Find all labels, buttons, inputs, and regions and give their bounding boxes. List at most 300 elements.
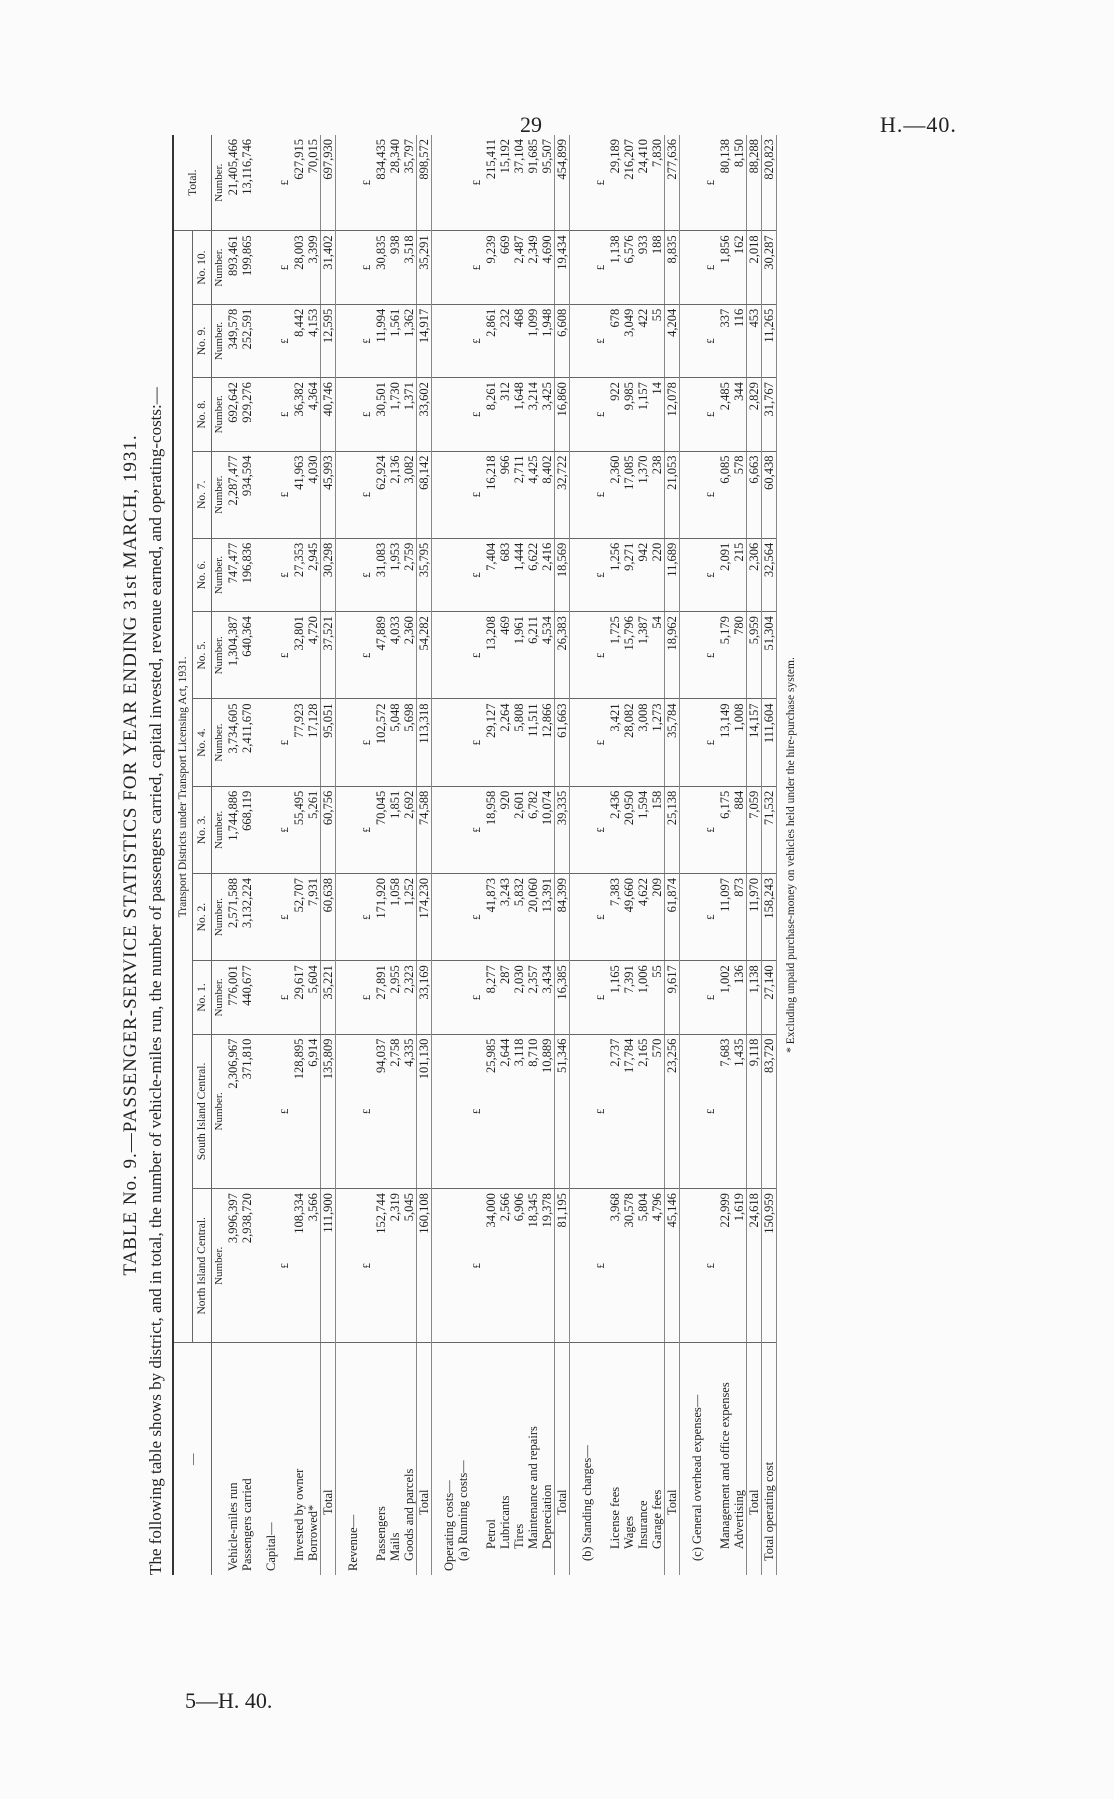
value-cell: 873 (732, 873, 747, 960)
value-cell: 7,404 (484, 538, 498, 611)
value-cell: 3,434 (540, 961, 555, 1034)
table-row (650, 135, 665, 1575)
table-row (456, 135, 470, 1575)
value-cell: 776,001 (226, 961, 240, 1034)
value-cell: 162 (732, 231, 747, 304)
value-cell: 6,211 (526, 612, 540, 699)
document-reference: H.—40. (880, 112, 957, 137)
value-cell: 8,277 (484, 961, 498, 1034)
value-cell: 152,744 (374, 1189, 388, 1343)
value-cell: 3,566 (306, 1189, 321, 1343)
value-cell: 13,149 (718, 699, 732, 786)
empty-cell (442, 378, 456, 451)
unit-cell: £ (704, 873, 718, 960)
empty-cell (336, 786, 347, 873)
value-cell: 113,318 (417, 699, 432, 786)
row-label: Total operating cost (762, 1343, 777, 1575)
empty-cell (456, 538, 470, 611)
header-col: No. 8. (193, 378, 212, 451)
empty-cell (432, 786, 443, 873)
value-cell: 40,746 (321, 378, 336, 451)
empty-cell (442, 786, 456, 873)
value-cell: 2,287,477 (226, 451, 240, 538)
value-cell: 7,830 (650, 135, 665, 231)
empty-cell (456, 786, 470, 873)
unit-cell: £ (360, 231, 374, 304)
value-cell: 3,118 (512, 1034, 526, 1188)
table-row (226, 135, 240, 1575)
empty-cell (456, 1189, 470, 1343)
unit-cell: £ (704, 612, 718, 699)
table-row (212, 135, 227, 1575)
row-label: (c) General overhead expenses— (690, 1394, 704, 1561)
value-cell: 2,264 (498, 699, 512, 786)
value-cell: 2,319 (388, 1189, 402, 1343)
value-cell: 8,710 (526, 1034, 540, 1188)
table-row (278, 135, 292, 1575)
unit-cell: Number. (212, 231, 227, 304)
value-cell: 108,334 (292, 1189, 306, 1343)
value-cell: 6,663 (747, 451, 762, 538)
value-cell: 1,138 (608, 231, 622, 304)
empty-cell (432, 1189, 443, 1343)
value-cell: 101,130 (417, 1034, 432, 1188)
value-cell: 1,058 (388, 873, 402, 960)
unit-cell: £ (278, 135, 292, 231)
value-cell: 128,895 (292, 1034, 306, 1188)
empty-cell (570, 786, 581, 873)
unit-cell: £ (594, 873, 608, 960)
header-group: Transport Districts under Transport Licensing Act, 1931. (173, 231, 193, 1343)
value-cell: 160,108 (417, 1189, 432, 1343)
table-row (580, 135, 594, 1575)
value-cell: 102,572 (374, 699, 388, 786)
value-cell: 32,722 (555, 451, 570, 538)
value-cell: 52,707 (292, 873, 306, 960)
value-cell: 35,291 (417, 231, 432, 304)
value-cell: 349,578 (226, 304, 240, 377)
value-cell: 51,304 (762, 612, 777, 699)
unit-cell: £ (704, 961, 718, 1034)
value-cell: 9,118 (747, 1034, 762, 1188)
value-cell: 111,900 (321, 1189, 336, 1343)
empty-cell (456, 135, 470, 231)
value-cell: 74,588 (417, 786, 432, 873)
table-row (360, 135, 374, 1575)
unit-cell: Number. (212, 538, 227, 611)
value-cell: 640,364 (240, 612, 254, 699)
empty-cell (336, 1189, 347, 1343)
empty-cell (346, 1189, 360, 1343)
unit-cell: Number. (212, 786, 227, 873)
value-cell: 158 (650, 786, 665, 873)
header-total: Total. (173, 135, 212, 231)
value-cell: 1,435 (732, 1034, 747, 1188)
value-cell: 30,501 (374, 378, 388, 451)
empty-cell (442, 1189, 456, 1343)
value-cell: 9,271 (622, 538, 636, 611)
value-cell: 5,048 (388, 699, 402, 786)
value-cell: 2,566 (498, 1189, 512, 1343)
value-cell: 11,994 (374, 304, 388, 377)
empty-cell (680, 612, 691, 699)
value-cell: 11,265 (762, 304, 777, 377)
value-cell: 70,015 (306, 135, 321, 231)
value-cell: 34,000 (484, 1189, 498, 1343)
value-cell: 209 (650, 873, 665, 960)
value-cell: 1,370 (636, 451, 650, 538)
value-cell: 215 (732, 538, 747, 611)
header-col: North Island Central. (193, 1189, 212, 1343)
value-cell: 3,399 (306, 231, 321, 304)
empty-cell (456, 699, 470, 786)
unit-cell: £ (594, 1189, 608, 1343)
value-cell: 4,364 (306, 378, 321, 451)
unit-cell: £ (360, 304, 374, 377)
value-cell: 81,195 (555, 1189, 570, 1343)
empty-cell (346, 961, 360, 1034)
empty-cell (346, 304, 360, 377)
value-cell: 1,744,886 (226, 786, 240, 873)
empty-cell (442, 1034, 456, 1188)
value-cell: 2,306 (747, 538, 762, 611)
value-cell: 4,534 (540, 612, 555, 699)
unit-cell: £ (594, 1034, 608, 1188)
value-cell: 4,204 (665, 304, 680, 377)
value-cell: 683 (498, 538, 512, 611)
value-cell: 27,891 (374, 961, 388, 1034)
row-label (680, 1343, 691, 1575)
value-cell: 5,832 (512, 873, 526, 960)
table-row (732, 135, 747, 1575)
empty-cell (580, 612, 594, 699)
value-cell: 39,335 (555, 786, 570, 873)
value-cell: 277,636 (665, 135, 680, 231)
value-cell: 6,175 (718, 786, 732, 873)
value-cell: 22,999 (718, 1189, 732, 1343)
table-row (512, 135, 526, 1575)
value-cell: 29,617 (292, 961, 306, 1034)
empty-cell (456, 231, 470, 304)
value-cell: 32,564 (762, 538, 777, 611)
empty-cell (580, 1034, 594, 1188)
empty-cell (442, 135, 456, 231)
value-cell: 453 (747, 304, 762, 377)
value-cell: 2,487 (512, 231, 526, 304)
value-cell: 2,938,720 (240, 1189, 254, 1343)
value-cell: 5,604 (306, 961, 321, 1034)
unit-cell: £ (360, 378, 374, 451)
value-cell: 1,561 (388, 304, 402, 377)
unit-cell: £ (594, 135, 608, 231)
value-cell: 933 (636, 231, 650, 304)
value-cell: 188 (650, 231, 665, 304)
unit-cell: £ (360, 699, 374, 786)
empty-cell (456, 873, 470, 960)
value-cell: 6,914 (306, 1034, 321, 1188)
value-cell: 8,150 (732, 135, 747, 231)
empty-cell (346, 612, 360, 699)
value-cell: 47,889 (374, 612, 388, 699)
unit-cell: Number. (212, 873, 227, 960)
value-cell: 1,953 (388, 538, 402, 611)
empty-cell (264, 135, 278, 231)
empty-cell (254, 451, 264, 538)
value-cell: 60,756 (321, 786, 336, 873)
header-col: No. 2. (193, 873, 212, 960)
table-row (388, 135, 402, 1575)
value-cell: 7,391 (622, 961, 636, 1034)
value-cell: 5,804 (636, 1189, 650, 1343)
value-cell: 61,874 (665, 873, 680, 960)
value-cell: 13,391 (540, 873, 555, 960)
unit-cell: £ (278, 538, 292, 611)
row-label: Total (555, 1343, 570, 1575)
empty-cell (264, 699, 278, 786)
empty-cell (456, 304, 470, 377)
unit-cell: £ (360, 538, 374, 611)
value-cell: 371,810 (240, 1034, 254, 1188)
row-label: Depreciation (540, 1484, 554, 1549)
value-cell: 2,360 (608, 451, 622, 538)
row-label: Maintenance and repairs (526, 1426, 540, 1549)
value-cell: 8,442 (292, 304, 306, 377)
empty-cell (264, 1189, 278, 1343)
value-cell: 91,685 (526, 135, 540, 231)
value-cell: 18,962 (665, 612, 680, 699)
value-cell: 3,518 (402, 231, 417, 304)
value-cell: 7,683 (718, 1034, 732, 1188)
row-label: Advertising (732, 1489, 746, 1549)
table-row (374, 135, 388, 1575)
unit-cell: £ (360, 786, 374, 873)
table-row (762, 135, 777, 1575)
row-label (704, 1343, 718, 1575)
value-cell: 5,045 (402, 1189, 417, 1343)
empty-cell (254, 135, 264, 231)
empty-cell (580, 135, 594, 231)
empty-cell (432, 135, 443, 231)
value-cell: 11,097 (718, 873, 732, 960)
value-cell: 252,591 (240, 304, 254, 377)
value-cell: 29,127 (484, 699, 498, 786)
value-cell: 1,851 (388, 786, 402, 873)
value-cell: 3,421 (608, 699, 622, 786)
value-cell: 215,411 (484, 135, 498, 231)
value-cell: 19,378 (540, 1189, 555, 1343)
value-cell: 41,873 (484, 873, 498, 960)
value-cell: 12,595 (321, 304, 336, 377)
unit-cell: £ (278, 378, 292, 451)
value-cell: 35,221 (321, 961, 336, 1034)
unit-cell: £ (704, 378, 718, 451)
value-cell: 21,053 (665, 451, 680, 538)
value-cell: 3,132,224 (240, 873, 254, 960)
empty-cell (580, 786, 594, 873)
empty-cell (680, 786, 691, 873)
value-cell: 28,082 (622, 699, 636, 786)
value-cell: 578 (732, 451, 747, 538)
value-cell: 158,243 (762, 873, 777, 960)
value-cell: 30,298 (321, 538, 336, 611)
unit-cell: £ (470, 786, 484, 873)
unit-cell: £ (704, 135, 718, 231)
value-cell: 30,287 (762, 231, 777, 304)
empty-cell (432, 451, 443, 538)
table-row (417, 135, 432, 1575)
unit-cell: £ (704, 231, 718, 304)
value-cell: 312 (498, 378, 512, 451)
unit-cell: £ (704, 304, 718, 377)
value-cell: 1,948 (540, 304, 555, 377)
unit-cell: £ (594, 961, 608, 1034)
empty-cell (254, 961, 264, 1034)
value-cell: 2,436 (608, 786, 622, 873)
value-cell: 12,866 (540, 699, 555, 786)
value-cell: 16,860 (555, 378, 570, 451)
row-label: Mails (388, 1532, 402, 1561)
unit-cell: £ (360, 612, 374, 699)
value-cell: 3,214 (526, 378, 540, 451)
value-cell: 33,169 (417, 961, 432, 1034)
empty-cell (442, 304, 456, 377)
header-col: South Island Central. (193, 1034, 212, 1188)
value-cell: 287 (498, 961, 512, 1034)
value-cell: 232 (498, 304, 512, 377)
empty-cell (570, 961, 581, 1034)
empty-cell (680, 135, 691, 231)
value-cell: 77,923 (292, 699, 306, 786)
unit-cell: £ (278, 699, 292, 786)
empty-cell (254, 612, 264, 699)
value-cell: 4,720 (306, 612, 321, 699)
value-cell: 6,906 (512, 1189, 526, 1343)
empty-cell (456, 451, 470, 538)
unit-cell: £ (704, 451, 718, 538)
value-cell: 37,104 (512, 135, 526, 231)
value-cell: 54,282 (417, 612, 432, 699)
value-cell: 422 (636, 304, 650, 377)
unit-cell: £ (470, 378, 484, 451)
empty-cell (442, 538, 456, 611)
empty-cell (254, 873, 264, 960)
empty-cell (690, 538, 704, 611)
empty-cell (346, 451, 360, 538)
value-cell: 55 (650, 304, 665, 377)
table-row (321, 135, 336, 1575)
empty-cell (432, 873, 443, 960)
empty-cell (690, 1034, 704, 1188)
empty-cell (690, 231, 704, 304)
value-cell: 1,856 (718, 231, 732, 304)
unit-cell: £ (594, 451, 608, 538)
value-cell: 3,996,397 (226, 1189, 240, 1343)
empty-cell (336, 961, 347, 1034)
value-cell: 25,985 (484, 1034, 498, 1188)
empty-cell (570, 873, 581, 960)
value-cell: 942 (636, 538, 650, 611)
value-cell: 150,959 (762, 1189, 777, 1343)
empty-cell (254, 699, 264, 786)
value-cell: 31,402 (321, 231, 336, 304)
empty-cell (456, 378, 470, 451)
empty-cell (570, 451, 581, 538)
value-cell: 898,572 (417, 135, 432, 231)
value-cell: 2,165 (636, 1034, 650, 1188)
row-label: Wages (622, 1515, 636, 1549)
value-cell: 35,797 (402, 135, 417, 231)
value-cell: 18,569 (555, 538, 570, 611)
row-label: License fees (608, 1486, 622, 1549)
value-cell: 454,899 (555, 135, 570, 231)
value-cell: 174,230 (417, 873, 432, 960)
empty-cell (336, 612, 347, 699)
value-cell: 2,357 (526, 961, 540, 1034)
value-cell: 49,660 (622, 873, 636, 960)
row-label (278, 1343, 292, 1575)
unit-cell: £ (470, 451, 484, 538)
unit-cell: £ (704, 538, 718, 611)
empty-cell (680, 961, 691, 1034)
row-label (212, 1343, 227, 1575)
empty-cell (254, 1034, 264, 1188)
value-cell: 1,157 (636, 378, 650, 451)
passenger-statistics-table (172, 135, 777, 1575)
value-cell: 2,601 (512, 786, 526, 873)
value-cell: 4,335 (402, 1034, 417, 1188)
value-cell: 1,256 (608, 538, 622, 611)
unit-cell: £ (704, 1034, 718, 1188)
empty-cell (336, 304, 347, 377)
row-label: Capital— (264, 1522, 278, 1571)
empty-cell (570, 378, 581, 451)
empty-cell (690, 304, 704, 377)
value-cell: 14,917 (417, 304, 432, 377)
empty-cell (432, 1034, 443, 1188)
empty-cell (254, 786, 264, 873)
empty-cell (432, 304, 443, 377)
empty-cell (570, 538, 581, 611)
empty-cell (690, 961, 704, 1034)
table-row (432, 135, 443, 1575)
empty-cell (254, 231, 264, 304)
value-cell: 4,153 (306, 304, 321, 377)
value-cell: 24,410 (636, 135, 650, 231)
value-cell: 23,256 (665, 1034, 680, 1188)
value-cell: 5,179 (718, 612, 732, 699)
value-cell: 1,362 (402, 304, 417, 377)
empty-cell (336, 1034, 347, 1188)
table-title: TABLE No. 9.—PASSENGER-SERVICE STATISTICS FOR YEAR ENDING 31st MARCH, 1931. (120, 434, 141, 1276)
row-label (432, 1343, 443, 1575)
value-cell: 61,663 (555, 699, 570, 786)
value-cell: 820,823 (762, 135, 777, 231)
table-row (470, 135, 484, 1575)
value-cell: 1,619 (732, 1189, 747, 1343)
unit-cell: £ (704, 786, 718, 873)
empty-cell (570, 612, 581, 699)
value-cell: 171,920 (374, 873, 388, 960)
unit-cell: £ (594, 231, 608, 304)
value-cell: 2,306,967 (226, 1034, 240, 1188)
value-cell: 4,033 (388, 612, 402, 699)
value-cell: 10,889 (540, 1034, 555, 1188)
empty-cell (690, 451, 704, 538)
unit-cell: £ (470, 231, 484, 304)
value-cell: 692,642 (226, 378, 240, 451)
value-cell: 9,617 (665, 961, 680, 1034)
empty-cell (570, 699, 581, 786)
